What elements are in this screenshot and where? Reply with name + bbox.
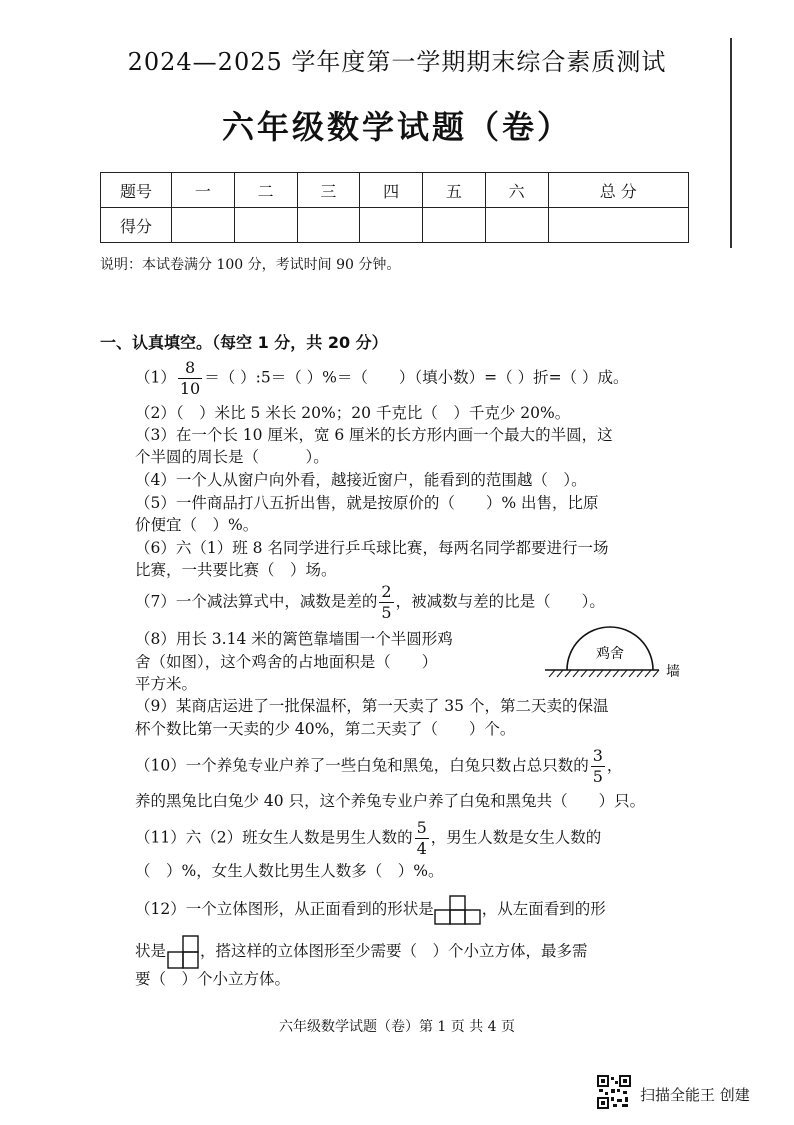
q1-text: ＝（ ）:5＝（ ）%＝（ ）（填小数）=（ ）折=（ ）成。 [204,368,629,387]
q12-line2-text: ，搭这样的立体图形至少需要（ ）个小立方体，最多需 [200,942,588,960]
scanner-watermark: 扫描全能王 创建 [640,1086,750,1104]
paper-title: 六年级数学试题（卷） [221,108,572,146]
q7-text: ，被减数与差的比是（ ）。 [395,592,605,611]
score-cell-header: 四 [360,173,423,208]
score-cell-empty [423,208,486,243]
score-cell-header: 二 [234,173,297,208]
fraction-denominator: 5 [592,767,603,786]
q10-suffix: ， [606,756,623,775]
score-cell-header: 六 [485,173,548,208]
question-6-line-2: 比赛，一共要比赛（ ）场。 [135,561,337,579]
exam-note: 说明：本试卷满分 100 分，考试时间 90 分钟。 [100,257,401,273]
score-cell-empty [234,208,297,243]
question-12-line-1 [135,895,695,925]
score-table-header-row [101,173,689,208]
q12-prefix: （12）一个立体图形，从正面看到的形状是 [135,900,434,918]
question-3-line-2: 个半圆的周长是（ ）。 [135,448,329,466]
question-11-line-1 [135,820,695,857]
score-cell-empty [548,208,689,243]
question-8-line-2: 舍（如图），这个鸡舍的占地面积是（ ） [135,653,438,671]
question-1 [135,360,695,397]
fraction-numerator: 2 [381,582,392,601]
score-cell-header: 五 [423,173,486,208]
q1-prefix: （1） [135,368,176,387]
exam-title: 2024—2025 学年度第一学期期末综合素质测试 [127,48,667,76]
wall-label: 墙 [666,664,680,680]
question-5-line-1: （5）一件商品打八五折出售，就是按原价的（ ）% 出售，比原 [135,494,599,512]
q11-text: ，男生人数是女生人数的 [430,828,602,847]
score-cell-empty [485,208,548,243]
question-8-line-3: 平方米。 [135,675,198,693]
qr-code-icon [597,1075,631,1109]
fraction-denominator: 10 [179,379,201,398]
score-cell-header: 三 [297,173,360,208]
question-12-line-2 [135,935,695,969]
fraction [415,820,429,857]
score-table [100,172,689,243]
score-cell-header: 一 [172,173,235,208]
question-9-line-1: （9）某商店运进了一批保温杯，第一天卖了 35 个，第二天卖的保温 [135,697,609,715]
question-6-line-1: （6）六（1）班 8 名同学进行乒乓球比赛，每两名同学都要进行一场 [135,539,609,557]
question-8-line-1: （8）用长 3.14 米的篱笆靠墙围一个半圆形鸡 [135,630,453,648]
fraction-numerator: 5 [416,818,427,837]
fraction-denominator: 4 [416,839,427,858]
left-view-shape-icon [166,935,200,969]
question-2: （2）（ ）米比 5 米长 20%；20 千克比（ ）千克少 20%。 [135,404,571,422]
score-cell-empty [360,208,423,243]
fraction-numerator: 3 [592,746,603,765]
score-table-score-row [101,208,689,243]
q12-text: ，从左面看到的形 [481,900,606,918]
fraction [178,360,202,397]
question-10-line-2: 养的黑兔比白兔少 40 只，这个养兔专业户养了白兔和黑兔共（ ）只。 [135,792,646,810]
coop-label: 鸡舍 [596,646,624,662]
q10-prefix: （10）一个养兔专业户养了一些白兔和黑兔，白兔只数占总只数的 [135,756,589,775]
question-3-line-1: （3）在一个长 10 厘米，宽 6 厘米的长方形内画一个最大的半圆，这 [135,426,613,444]
q7-prefix: （7）一个减法算式中，减数是差的 [135,592,378,611]
score-row-label: 得分 [101,208,172,243]
page-footer: 六年级数学试题（卷）第 1 页 共 4 页 [278,1019,516,1035]
fraction [379,584,393,621]
question-7 [135,584,695,621]
q12-line2-prefix: 状是 [135,942,167,960]
question-9-line-2: 杯个数比第一天卖的少 40%，第二天卖了（ ）个。 [135,720,516,738]
question-10-line-1 [135,748,695,785]
chicken-coop-figure [545,620,685,680]
score-cell-header: 题号 [101,173,172,208]
score-cell-empty [172,208,235,243]
question-5-line-2: 价便宜（ ）%。 [135,516,259,534]
front-view-shape-icon [434,895,482,925]
section-heading: 一、认真填空。（每空 1 分，共 20 分） [100,333,388,352]
score-cell-header: 总 分 [548,173,689,208]
fraction-denominator: 5 [381,603,392,622]
score-cell-empty [297,208,360,243]
q11-prefix: （11）六（2）班女生人数是男生人数的 [135,828,413,847]
fraction [591,748,605,785]
question-12-line-3: 要（ ）个小立方体。 [135,970,291,988]
fraction-numerator: 8 [178,360,202,379]
question-11-line-2: （ ）%，女生人数比男生人数多（ ）%。 [135,862,444,880]
question-4: （4）一个人从窗户向外看，越接近窗户，能看到的范围越（ ）。 [135,471,587,489]
